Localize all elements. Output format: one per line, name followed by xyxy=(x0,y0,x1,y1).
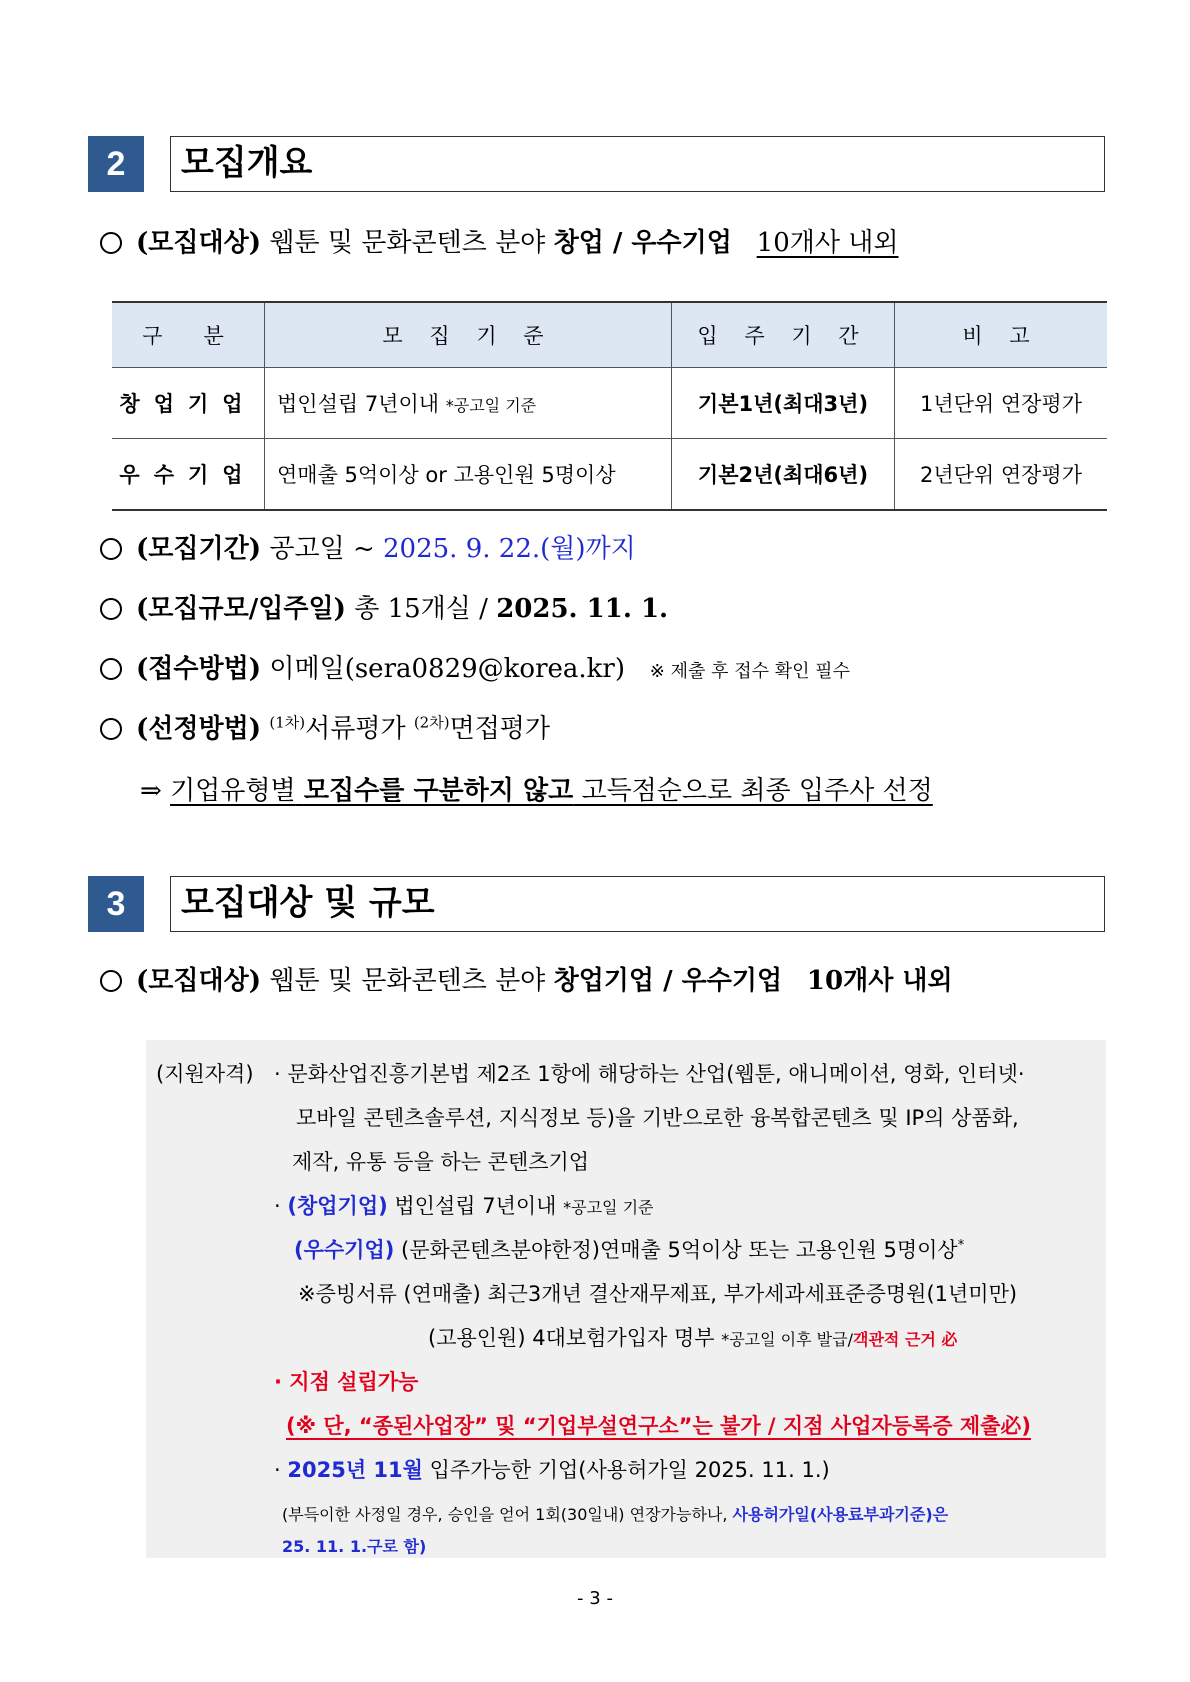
bullet-circle-icon xyxy=(100,232,122,254)
selection-method-line: (선정방법) $^{(1차)}$서류평가 $^{(2차)}$면접평가 xyxy=(100,708,550,745)
startup-criteria: · (창업기업) 법인설립 7년이내 *공고일 기준 xyxy=(274,1194,654,1218)
table-header: 비 고 xyxy=(895,302,1108,368)
recruit-criteria-table xyxy=(112,301,1107,511)
excellent-criteria: (우수기업) (문화콘텐츠분야한정)연매출 5억이상 또는 고용인원 5명이상* xyxy=(294,1238,965,1262)
bullet-circle-icon xyxy=(100,658,122,680)
qualification-label: (지원자격) xyxy=(156,1062,254,1086)
application-method-line: (접수방법) 이메일(sera0829@korea.kr) ※ 제출 후 접수 확인 필수 xyxy=(100,648,850,685)
recruit-target-line: (모집대상) 웹툰 및 문화콘텐츠 분야 창업 / 우수기업 10개사 내외 xyxy=(100,222,899,259)
bullet-circle-icon xyxy=(100,538,122,560)
bullet-circle-icon xyxy=(100,598,122,620)
extension-line: (부득이한 사정일 경우, 승인을 얻어 1회(30일내) 연장가능하나, 사용허가일(사용료부과기준)은 xyxy=(282,1505,949,1524)
section-number: 3 xyxy=(88,876,144,932)
table-header: 구 분 xyxy=(112,302,265,368)
section-title: 모집대상 및 규모 xyxy=(170,876,1105,932)
table-header: 입 주 기 간 xyxy=(672,302,895,368)
move-in-line: · 2025년 11월 입주가능한 기업(사용허가일 2025. 11. 1.) xyxy=(274,1458,830,1482)
bullet-circle-icon xyxy=(100,970,122,992)
section-2-header xyxy=(88,136,1107,192)
qualification-box: (지원자격) · 문화산업진흥기본법 제2조 1항에 해당하는 산업(웹툰, 애니메이션, 영화, 인터넷· 모바일 콘텐츠솔루션, 지식정보 등)을 기반으로한 융복합콘텐츠 및 IP의 상품화, 제작, 유통 등을 하는 콘텐츠기업 · (창업기업) 법인설립 7년이내 *공고일 기준 (우수기업) (문화콘텐츠분야한정)연매출 5억이상 또는 고용인원 5명이상* ※증빙서류 (연매출) 최근3개년 결산재무제표, 부가세과세표준증명원(1년미만) (고용인원) 4대보험가입자 명부 *공고일 이후 발급/객관적 근거 必 · 지점 설립가능 (※ 단, “종된사업장” 및 “기업부설연구소”는 불가 / 지점 사업자등록증 제출必) · 2025년 11월 입주가능한 기업(사용허가일 2025. 11. 1.) (부득이한 사정일 경우, 승인을 얻어 1회(30일내) 연장가능하나, 사용허가일(사용료부과기준)은 25. 11. 1.구로 함) xyxy=(146,1040,1106,1558)
arrow-icon: ⇒ xyxy=(140,776,162,806)
evidence-line-2: (고용인원) 4대보험가입자 명부 *공고일 이후 발급/객관적 근거 必 xyxy=(428,1326,958,1350)
recruit-scale-line: (모집규모/입주일) 총 15개실 / 2025. 11. 1. xyxy=(100,588,668,625)
table-row: 창업기업 법인설립 7년이내 *공고일 기준 기본1년(최대3년) 1년단위 연장평가 xyxy=(112,368,1107,439)
table-row: 우수기업 연매출 5억이상 or 고용인원 5명이상 기본2년(최대6년) 2년단위 연장평가 xyxy=(112,439,1107,511)
section-number: 2 xyxy=(88,136,144,192)
selection-conclusion-line: ⇒ 기업유형별 모집수를 구분하지 않고 고득점순으로 최종 입주사 선정 xyxy=(140,776,933,806)
recruit-target-line-2: (모집대상) 웹툰 및 문화콘텐츠 분야 창업기업 / 우수기업 10개사 내외 xyxy=(100,960,953,997)
recruit-period-line: (모집기간) 공고일 ~ 2025. 9. 22.(월)까지 xyxy=(100,528,636,565)
page-number: - 3 - xyxy=(577,1588,613,1609)
section-3-header xyxy=(88,876,1107,932)
section-title: 모집개요 xyxy=(170,136,1105,192)
branch-allowed: · 지점 설립가능 xyxy=(274,1370,419,1394)
table-header: 모 집 기 준 xyxy=(265,302,672,368)
branch-note: (※ 단, “종된사업장” 및 “기업부설연구소”는 불가 / 지점 사업자등록증 제출必) xyxy=(286,1414,1031,1438)
bullet-circle-icon xyxy=(100,718,122,740)
